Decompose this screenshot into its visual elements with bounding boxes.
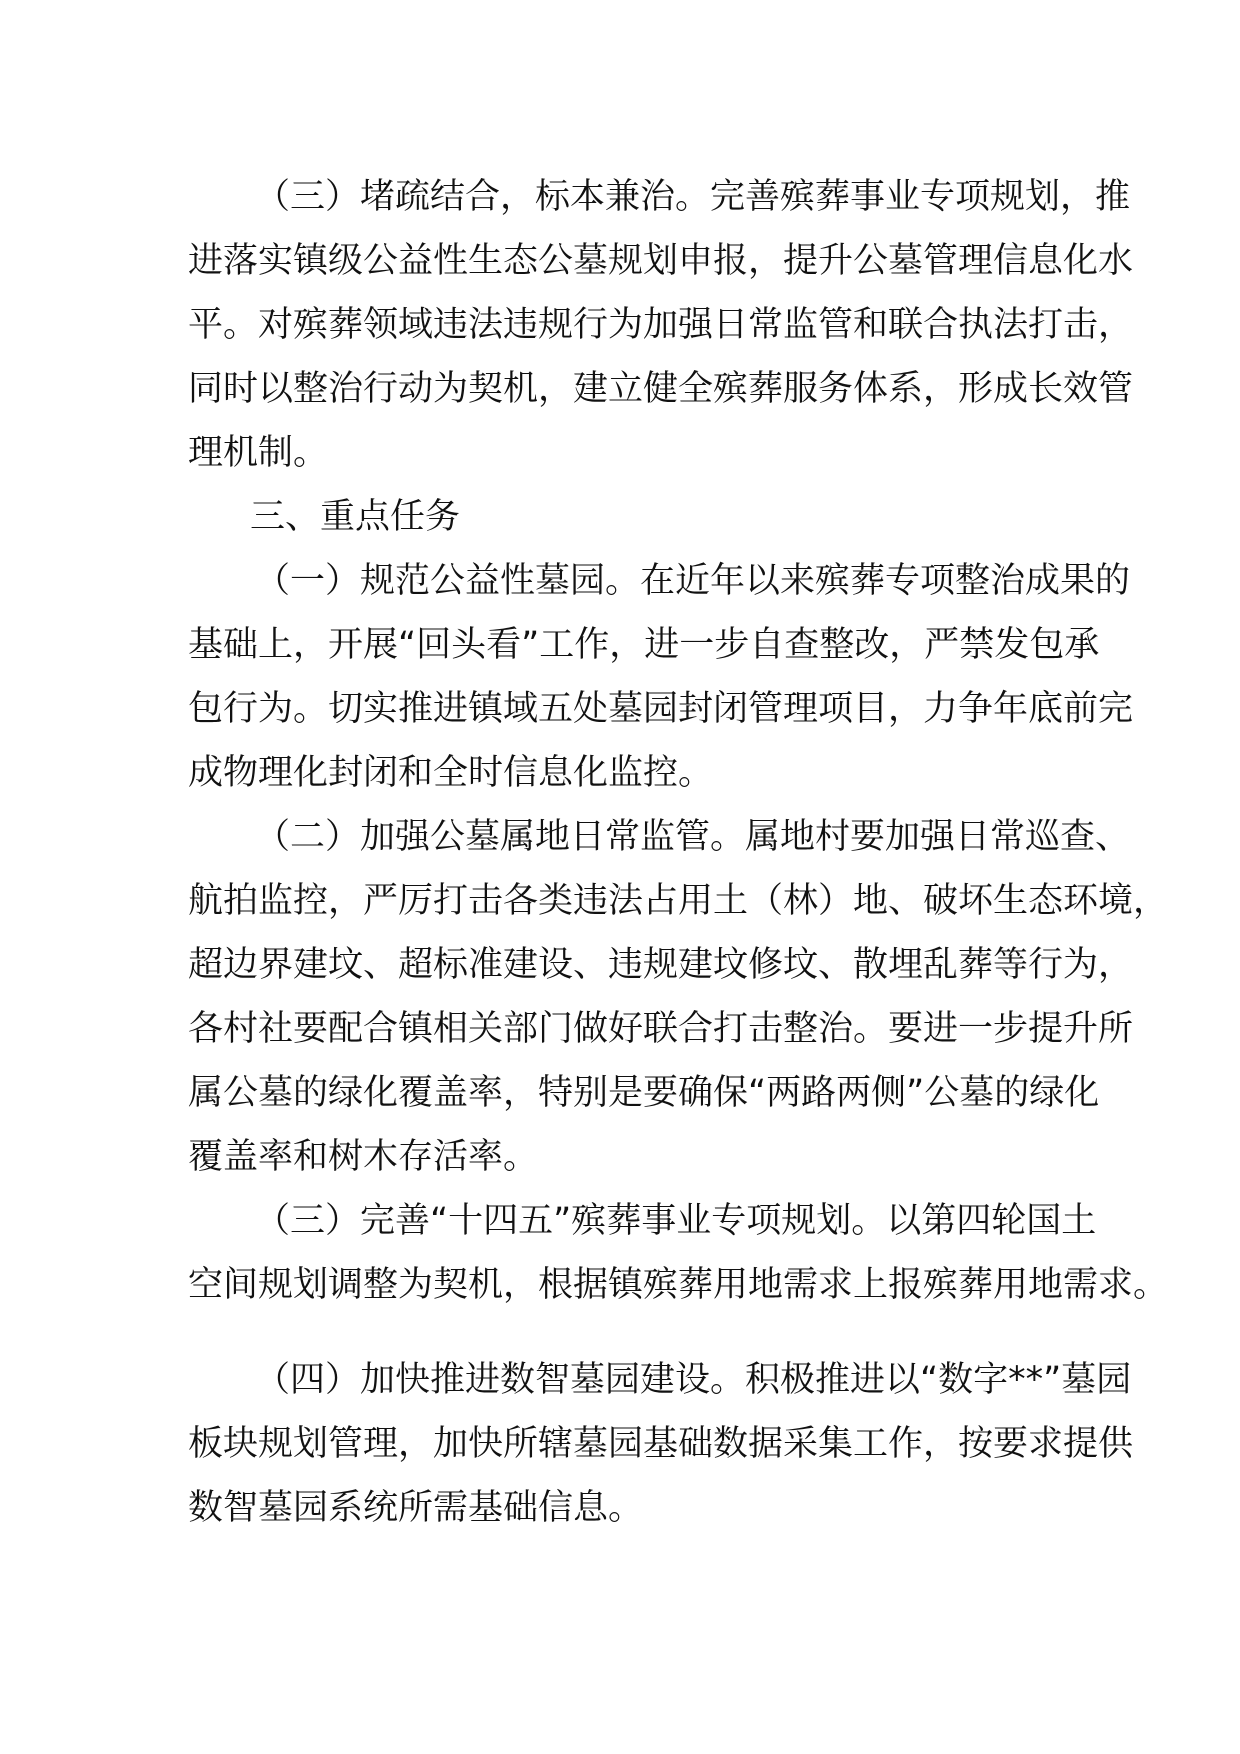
task-1-line-4: 成物理化封闭和全时信息化监控。 xyxy=(188,753,714,793)
task-4-line-2: 板块规划管理，加快所辖墓园基础数据采集工作，按要求提供 xyxy=(188,1424,1134,1464)
task-4-line-3: 数智墓园系统所需基础信息。 xyxy=(188,1488,644,1528)
task-2-line-1: （二）加强公墓属地日常监管。属地村要加强日常巡查、 xyxy=(255,817,1131,857)
paragraph-3-line-1: （三）堵疏结合，标本兼治。完善殡葬事业专项规划，推 xyxy=(255,177,1131,217)
task-1-line-3: 包行为。切实推进镇域五处墓园封闭管理项目，力争年底前完 xyxy=(188,689,1134,729)
paragraph-3-line-2: 进落实镇级公益性生态公墓规划申报，提升公墓管理信息化水 xyxy=(188,241,1134,281)
paragraph-3-line-5: 理机制。 xyxy=(188,433,329,473)
paragraph-3-line-4: 同时以整治行动为契机，建立健全殡葬服务体系，形成长效管 xyxy=(188,369,1134,409)
task-4-line-1: （四）加快推进数智墓园建设。积极推进以“数字**”墓园 xyxy=(255,1360,1132,1400)
task-2-line-5: 属公墓的绿化覆盖率，特别是要确保“两路两侧”公墓的绿化 xyxy=(188,1073,1100,1113)
task-3-line-1: （三）完善“十四五”殡葬事业专项规划。以第四轮国土 xyxy=(255,1201,1097,1241)
section-heading: 三、重点任务 xyxy=(250,497,461,537)
task-2-line-4: 各村社要配合镇相关部门做好联合打击整治。要进一步提升所 xyxy=(188,1009,1134,1049)
task-2-line-6: 覆盖率和树木存活率。 xyxy=(188,1137,539,1177)
task-3-line-2: 空间规划调整为契机，根据镇殡葬用地需求上报殡葬用地需求。 xyxy=(188,1265,1169,1305)
task-1-line-1: （一）规范公益性墓园。在近年以来殡葬专项整治成果的 xyxy=(255,561,1131,601)
task-2-line-3: 超边界建坟、超标准建设、违规建坟修坟、散埋乱葬等行为， xyxy=(188,945,1134,985)
task-1-line-2: 基础上，开展“回头看”工作，进一步自查整改，严禁发包承 xyxy=(188,625,1100,665)
task-2-line-2: 航拍监控，严厉打击各类违法占用土（林）地、破坏生态环境， xyxy=(188,881,1169,921)
paragraph-3-line-3: 平。对殡葬领域违法违规行为加强日常监管和联合执法打击， xyxy=(188,305,1134,345)
